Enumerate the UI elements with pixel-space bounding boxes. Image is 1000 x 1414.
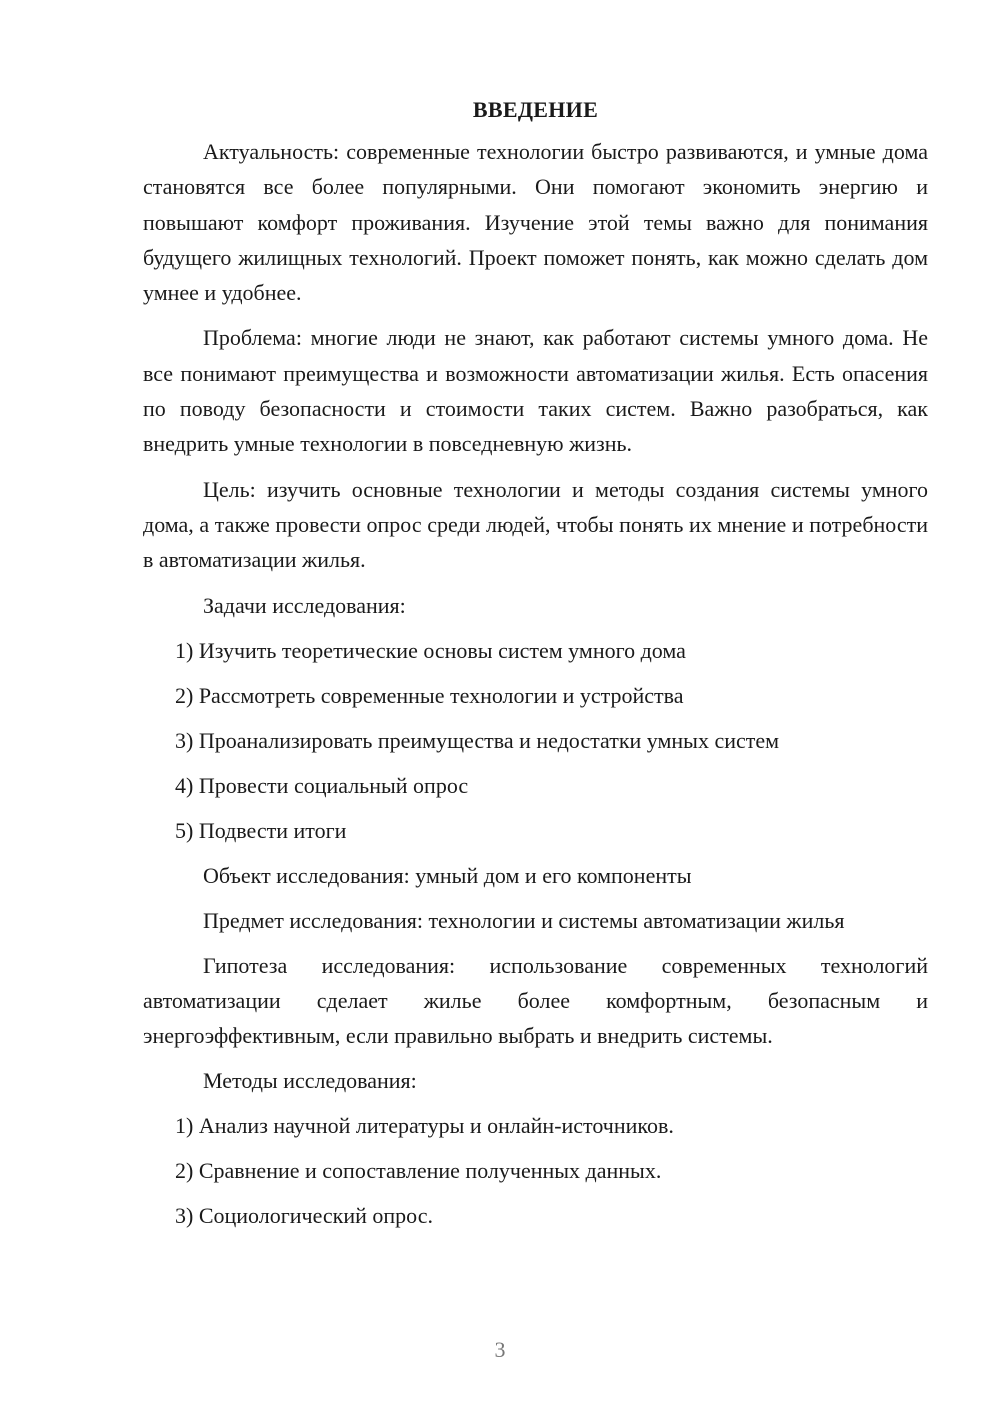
task-item: 1) Изучить теоретические основы систем умного дома [175, 637, 686, 663]
task-item: 3) Проанализировать преимущества и недостатки умных систем [175, 727, 780, 753]
hypothesis-paragraph: Гипотеза исследования: использование современных технологий автоматизации сделает жилье более комфортным, безопасным и энергоэффективным, если правильно выбрать и внедрить системы. [143, 952, 928, 1049]
method-item: 1) Анализ научной литературы и онлайн-источников. [175, 1113, 674, 1139]
task-item: 4) Провести социальный опрос [175, 772, 469, 798]
tasks-heading: Задачи исследования: [203, 592, 406, 618]
goal-paragraph: Цель: изучить основные технологии и методы создания системы умного дома, а также провести опрос среди людей, чтобы понять их мнение и потребности в автоматизации жилья. [143, 476, 928, 573]
task-item: 5) Подвести итоги [175, 817, 347, 843]
methods-heading: Методы исследования: [203, 1068, 417, 1094]
page-number: 3 [494, 1337, 506, 1362]
task-item: 2) Рассмотреть современные технологии и устройства [175, 682, 684, 708]
research-subject: Предмет исследования: технологии и системы автоматизации жилья [203, 907, 845, 933]
relevance-paragraph: Актуальность: современные технологии быстро развиваются, и умные дома становятся все более популярными. Они помогают экономить энергию и повышают комфорт проживания. Изучение этой темы важно для понимания будущего жилищных технологий. Проект поможет понять, как можно сделать дом умнее и удобнее. [143, 139, 928, 306]
method-item: 2) Сравнение и сопоставление полученных данных. [175, 1158, 662, 1184]
research-object: Объект исследования: умный дом и его компоненты [203, 862, 692, 888]
document-page [143, 95, 928, 1243]
method-item: 3) Социологический опрос. [175, 1203, 433, 1229]
problem-paragraph: Проблема: многие люди не знают, как работают системы умного дома. Не все понимают преимущества и возможности автоматизации жилья. Есть опасения по поводу безопасности и стоимости таких систем. Важно разобраться, как внедрить умные технологии в повседневную жизнь. [143, 325, 928, 457]
section-title: ВВЕДЕНИЕ [472, 97, 599, 122]
